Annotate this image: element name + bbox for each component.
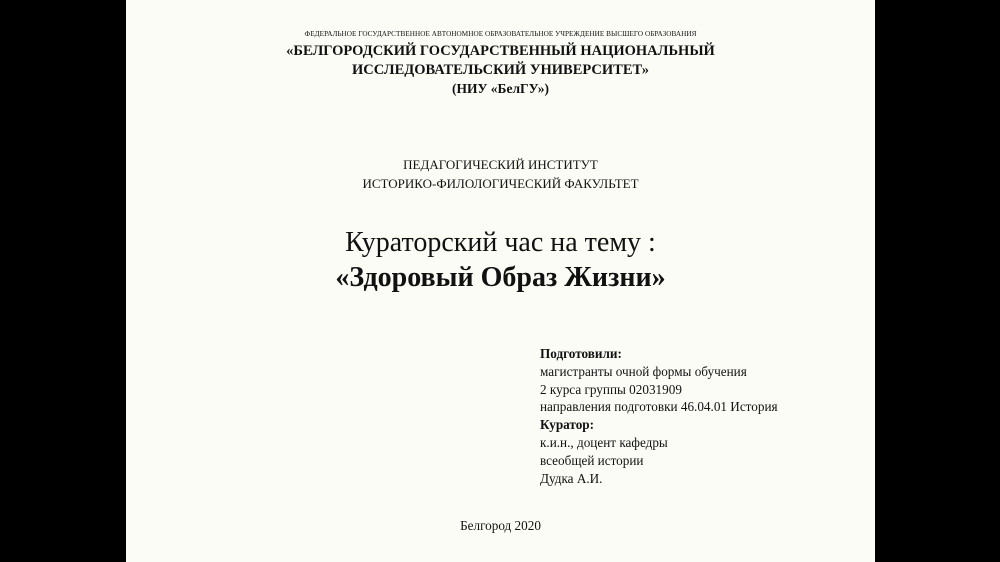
university-short-name: (НИУ «БелГУ») (452, 81, 549, 96)
presentation-title-line1: Кураторский час на тему : (345, 227, 656, 258)
prepared-line: магистранты очной формы обучения (540, 363, 747, 379)
university-name-line2: ИССЛЕДОВАТЕЛЬСКИЙ УНИВЕРСИТЕТ» (351, 62, 650, 78)
institute-name: ПЕДАГОГИЧЕСКИЙ ИНСТИТУТ (403, 157, 598, 172)
authors-block (540, 345, 778, 487)
city-year: Белгород 2020 (460, 518, 541, 533)
prepared-heading: Подготовили: (540, 346, 622, 361)
curator-line: к.и.н., доцент кафедры (540, 434, 668, 450)
federal-institution-line: ФЕДЕРАЛЬНОЕ ГОСУДАРСТВЕННОЕ АВТОНОМНОЕ ОБРАЗОВАТЕЛЬНОЕ УЧРЕЖДЕНИЕ ВЫСШЕГО ОБРАЗОВАНИЯ (304, 30, 697, 38)
university-name-line1: «БЕЛГОРОДСКИЙ ГОСУДАРСТВЕННЫЙ НАЦИОНАЛЬНЫЙ (286, 43, 715, 59)
curator-line: Дудка А.И. (540, 470, 603, 486)
curator-heading: Куратор: (540, 417, 595, 433)
curator-line: всеобщей истории (540, 452, 644, 468)
title-slide (126, 0, 875, 562)
prepared-line: 2 курса группы 02031909 (540, 381, 682, 397)
presentation-title-line2: «Здоровый Образ Жизни» (335, 262, 666, 293)
prepared-line: направления подготовки 46.04.01 История (540, 399, 778, 415)
faculty-name: ИСТОРИКО-ФИЛОЛОГИЧЕСКИЙ ФАКУЛЬТЕТ (362, 176, 639, 191)
